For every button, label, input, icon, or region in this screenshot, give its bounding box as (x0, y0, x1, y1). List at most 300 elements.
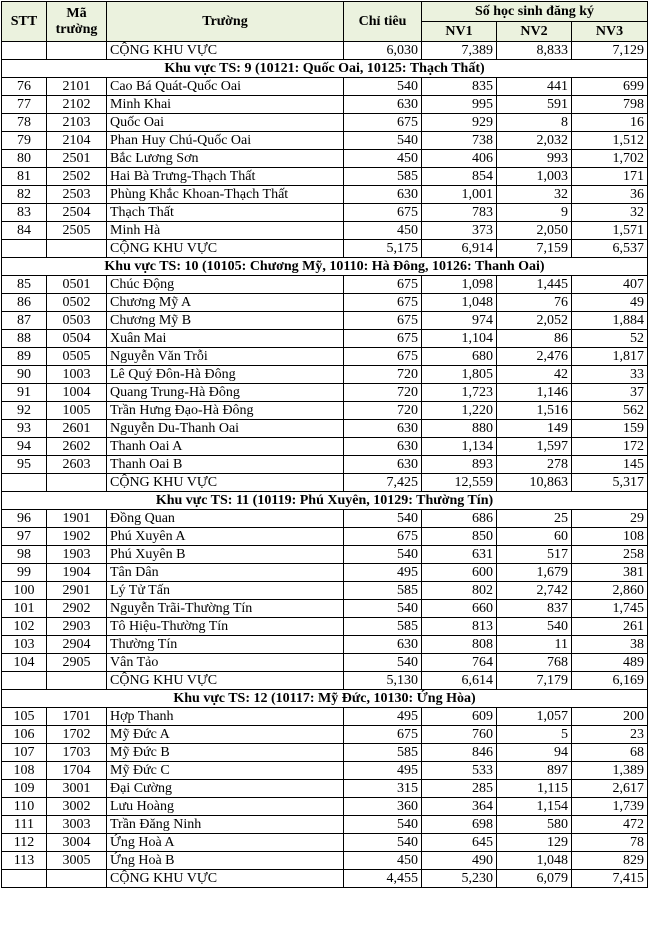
nv2-cell: 2,052 (497, 312, 572, 330)
table-row (2, 204, 648, 222)
total-label: CỘNG KHU VỰC (107, 672, 344, 690)
nv2-cell: 837 (497, 600, 572, 618)
chi-tieu-cell: 540 (344, 510, 422, 528)
chi-tieu-cell: 720 (344, 384, 422, 402)
table-row (2, 510, 648, 528)
nv2-cell: 1,516 (497, 402, 572, 420)
chi-tieu-cell: 630 (344, 186, 422, 204)
region-total-row (2, 474, 648, 492)
region-label: Khu vực TS: 10 (10105: Chương Mỹ, 10110: Hà Đông, 10126: Thanh Oai) (2, 258, 648, 276)
nv3-cell: 2,617 (572, 780, 648, 798)
total-nv1: 7,389 (422, 42, 497, 60)
ma-truong-cell: 2905 (47, 654, 107, 672)
stt-cell: 97 (2, 528, 47, 546)
nv3-cell: 2,860 (572, 582, 648, 600)
nv3-cell: 562 (572, 402, 648, 420)
nv1-cell: 600 (422, 564, 497, 582)
school-name-cell: Ứng Hoà B (107, 852, 344, 870)
nv3-cell: 36 (572, 186, 648, 204)
ma-truong-cell: 2903 (47, 618, 107, 636)
school-name-cell: Mỹ Đức C (107, 762, 344, 780)
region-label: Khu vực TS: 9 (10121: Quốc Oai, 10125: Thạch Thất) (2, 60, 648, 78)
nv1-cell: 1,048 (422, 294, 497, 312)
table-row (2, 312, 648, 330)
table-row (2, 384, 648, 402)
nv3-cell: 200 (572, 708, 648, 726)
ma-truong-cell: 2102 (47, 96, 107, 114)
ma-truong-cell: 1904 (47, 564, 107, 582)
nv3-cell: 829 (572, 852, 648, 870)
nv2-cell: 768 (497, 654, 572, 672)
nv2-cell: 591 (497, 96, 572, 114)
total-stt-cell (2, 870, 47, 888)
stt-cell: 106 (2, 726, 47, 744)
school-name-cell: Quang Trung-Hà Đông (107, 384, 344, 402)
chi-tieu-cell: 720 (344, 366, 422, 384)
nv2-cell: 25 (497, 510, 572, 528)
header-truong: Trường (107, 2, 344, 42)
nv1-cell: 373 (422, 222, 497, 240)
nv1-cell: 738 (422, 132, 497, 150)
nv3-cell: 699 (572, 78, 648, 96)
nv3-cell: 78 (572, 834, 648, 852)
total-label: CỘNG KHU VỰC (107, 474, 344, 492)
nv2-cell: 60 (497, 528, 572, 546)
total-nv3: 6,169 (572, 672, 648, 690)
total-chi-tieu: 7,425 (344, 474, 422, 492)
stt-cell: 102 (2, 618, 47, 636)
stt-cell: 111 (2, 816, 47, 834)
nv2-cell: 11 (497, 636, 572, 654)
nv2-cell: 993 (497, 150, 572, 168)
nv3-cell: 159 (572, 420, 648, 438)
nv3-cell: 472 (572, 816, 648, 834)
table-row (2, 78, 648, 96)
nv3-cell: 258 (572, 546, 648, 564)
total-stt-cell (2, 42, 47, 60)
chi-tieu-cell: 720 (344, 402, 422, 420)
school-name-cell: Xuân Mai (107, 330, 344, 348)
school-name-cell: Vân Tảo (107, 654, 344, 672)
stt-cell: 90 (2, 366, 47, 384)
ma-truong-cell: 1003 (47, 366, 107, 384)
nv1-cell: 406 (422, 150, 497, 168)
school-name-cell: Phú Xuyên B (107, 546, 344, 564)
table-row (2, 834, 648, 852)
chi-tieu-cell: 630 (344, 420, 422, 438)
nv2-cell: 1,679 (497, 564, 572, 582)
nv3-cell: 1,739 (572, 798, 648, 816)
total-nv1: 6,614 (422, 672, 497, 690)
nv3-cell: 1,817 (572, 348, 648, 366)
table-row (2, 366, 648, 384)
nv1-cell: 1,805 (422, 366, 497, 384)
stt-cell: 103 (2, 636, 47, 654)
nv2-cell: 2,476 (497, 348, 572, 366)
nv2-cell: 1,115 (497, 780, 572, 798)
stt-cell: 83 (2, 204, 47, 222)
chi-tieu-cell: 315 (344, 780, 422, 798)
nv2-cell: 1,146 (497, 384, 572, 402)
nv2-cell: 278 (497, 456, 572, 474)
nv3-cell: 407 (572, 276, 648, 294)
stt-cell: 82 (2, 186, 47, 204)
nv2-cell: 540 (497, 618, 572, 636)
total-label: CỘNG KHU VỰC (107, 240, 344, 258)
nv1-cell: 533 (422, 762, 497, 780)
total-stt-cell (2, 474, 47, 492)
nv3-cell: 1,389 (572, 762, 648, 780)
chi-tieu-cell: 585 (344, 582, 422, 600)
ma-truong-cell: 2603 (47, 456, 107, 474)
nv2-cell: 2,032 (497, 132, 572, 150)
nv1-cell: 760 (422, 726, 497, 744)
region-label: Khu vực TS: 11 (10119: Phú Xuyên, 10129: Thường Tín) (2, 492, 648, 510)
nv3-cell: 33 (572, 366, 648, 384)
nv1-cell: 850 (422, 528, 497, 546)
chi-tieu-cell: 630 (344, 456, 422, 474)
table-row (2, 420, 648, 438)
total-chi-tieu: 5,175 (344, 240, 422, 258)
school-name-cell: Thạch Thất (107, 204, 344, 222)
school-name-cell: Chúc Động (107, 276, 344, 294)
nv3-cell: 16 (572, 114, 648, 132)
school-name-cell: Lê Quý Đôn-Hà Đông (107, 366, 344, 384)
ma-truong-cell: 2902 (47, 600, 107, 618)
stt-cell: 110 (2, 798, 47, 816)
chi-tieu-cell: 675 (344, 348, 422, 366)
stt-cell: 80 (2, 150, 47, 168)
ma-truong-cell: 1702 (47, 726, 107, 744)
school-name-cell: Lưu Hoàng (107, 798, 344, 816)
table-row (2, 348, 648, 366)
chi-tieu-cell: 495 (344, 708, 422, 726)
total-nv2: 10,863 (497, 474, 572, 492)
nv2-cell: 129 (497, 834, 572, 852)
nv1-cell: 929 (422, 114, 497, 132)
nv1-cell: 1,104 (422, 330, 497, 348)
nv2-cell: 2,050 (497, 222, 572, 240)
nv1-cell: 631 (422, 546, 497, 564)
nv1-cell: 1,001 (422, 186, 497, 204)
ma-truong-cell: 3005 (47, 852, 107, 870)
total-nv2: 8,833 (497, 42, 572, 60)
nv3-cell: 1,884 (572, 312, 648, 330)
ma-truong-cell: 0504 (47, 330, 107, 348)
nv3-cell: 489 (572, 654, 648, 672)
region-total-row (2, 240, 648, 258)
ma-truong-cell: 0502 (47, 294, 107, 312)
school-name-cell: Nguyễn Trãi-Thường Tín (107, 600, 344, 618)
school-name-cell: Nguyễn Văn Trỗi (107, 348, 344, 366)
chi-tieu-cell: 360 (344, 798, 422, 816)
table-row (2, 744, 648, 762)
total-chi-tieu: 6,030 (344, 42, 422, 60)
header-chi-tieu: Chỉ tiêu (344, 2, 422, 42)
region-total-row (2, 870, 648, 888)
total-ma-cell (47, 672, 107, 690)
table-row (2, 582, 648, 600)
header-nv2: NV2 (497, 22, 572, 42)
school-name-cell: Mỹ Đức A (107, 726, 344, 744)
nv3-cell: 1,512 (572, 132, 648, 150)
ma-truong-cell: 2501 (47, 150, 107, 168)
chi-tieu-cell: 540 (344, 78, 422, 96)
nv3-cell: 32 (572, 204, 648, 222)
nv1-cell: 1,723 (422, 384, 497, 402)
nv1-cell: 364 (422, 798, 497, 816)
ma-truong-cell: 3001 (47, 780, 107, 798)
stt-cell: 78 (2, 114, 47, 132)
chi-tieu-cell: 675 (344, 528, 422, 546)
chi-tieu-cell: 585 (344, 168, 422, 186)
nv1-cell: 609 (422, 708, 497, 726)
ma-truong-cell: 1903 (47, 546, 107, 564)
region-header-row (2, 258, 648, 276)
chi-tieu-cell: 585 (344, 744, 422, 762)
region-total-row (2, 42, 648, 60)
school-name-cell: Cao Bá Quát-Quốc Oai (107, 78, 344, 96)
stt-cell: 99 (2, 564, 47, 582)
table-row (2, 150, 648, 168)
chi-tieu-cell: 675 (344, 294, 422, 312)
nv1-cell: 764 (422, 654, 497, 672)
table-row (2, 654, 648, 672)
nv3-cell: 172 (572, 438, 648, 456)
ma-truong-cell: 2504 (47, 204, 107, 222)
total-stt-cell (2, 240, 47, 258)
school-name-cell: Minh Khai (107, 96, 344, 114)
stt-cell: 109 (2, 780, 47, 798)
nv3-cell: 1,745 (572, 600, 648, 618)
ma-truong-cell: 1703 (47, 744, 107, 762)
nv2-cell: 1,057 (497, 708, 572, 726)
chi-tieu-cell: 630 (344, 438, 422, 456)
header-nv3: NV3 (572, 22, 648, 42)
school-name-cell: Quốc Oai (107, 114, 344, 132)
ma-truong-cell: 2104 (47, 132, 107, 150)
school-name-cell: Phan Huy Chú-Quốc Oai (107, 132, 344, 150)
total-nv3: 7,129 (572, 42, 648, 60)
school-name-cell: Đại Cường (107, 780, 344, 798)
nv1-cell: 686 (422, 510, 497, 528)
table-row (2, 618, 648, 636)
school-name-cell: Thường Tín (107, 636, 344, 654)
chi-tieu-cell: 675 (344, 312, 422, 330)
total-label: CỘNG KHU VỰC (107, 870, 344, 888)
nv2-cell: 580 (497, 816, 572, 834)
region-header-row (2, 60, 648, 78)
total-ma-cell (47, 42, 107, 60)
school-name-cell: Thanh Oai B (107, 456, 344, 474)
total-nv3: 6,537 (572, 240, 648, 258)
table-row (2, 276, 648, 294)
school-name-cell: Trần Hưng Đạo-Hà Đông (107, 402, 344, 420)
chi-tieu-cell: 540 (344, 654, 422, 672)
nv3-cell: 108 (572, 528, 648, 546)
chi-tieu-cell: 675 (344, 726, 422, 744)
nv1-cell: 835 (422, 78, 497, 96)
school-name-cell: Tô Hiệu-Thường Tín (107, 618, 344, 636)
nv3-cell: 38 (572, 636, 648, 654)
chi-tieu-cell: 675 (344, 330, 422, 348)
table-row (2, 564, 648, 582)
nv1-cell: 846 (422, 744, 497, 762)
stt-cell: 88 (2, 330, 47, 348)
stt-cell: 91 (2, 384, 47, 402)
nv1-cell: 680 (422, 348, 497, 366)
nv3-cell: 68 (572, 744, 648, 762)
table-row (2, 852, 648, 870)
ma-truong-cell: 2103 (47, 114, 107, 132)
ma-truong-cell: 0503 (47, 312, 107, 330)
chi-tieu-cell: 540 (344, 600, 422, 618)
nv3-cell: 1,702 (572, 150, 648, 168)
stt-cell: 112 (2, 834, 47, 852)
total-nv1: 12,559 (422, 474, 497, 492)
nv3-cell: 52 (572, 330, 648, 348)
stt-cell: 93 (2, 420, 47, 438)
chi-tieu-cell: 630 (344, 96, 422, 114)
ma-truong-cell: 2101 (47, 78, 107, 96)
table-header (2, 2, 648, 42)
school-name-cell: Phú Xuyên A (107, 528, 344, 546)
school-name-cell: Ứng Hoà A (107, 834, 344, 852)
chi-tieu-cell: 540 (344, 132, 422, 150)
nv3-cell: 1,571 (572, 222, 648, 240)
total-nv2: 7,179 (497, 672, 572, 690)
table-row (2, 600, 648, 618)
ma-truong-cell: 2505 (47, 222, 107, 240)
table-row (2, 816, 648, 834)
school-name-cell: Thanh Oai A (107, 438, 344, 456)
region-header-row (2, 690, 648, 708)
stt-cell: 101 (2, 600, 47, 618)
total-nv1: 6,914 (422, 240, 497, 258)
school-name-cell: Minh Hà (107, 222, 344, 240)
school-name-cell: Chương Mỹ B (107, 312, 344, 330)
nv3-cell: 261 (572, 618, 648, 636)
school-name-cell: Lý Tử Tấn (107, 582, 344, 600)
table-row (2, 114, 648, 132)
ma-truong-cell: 0505 (47, 348, 107, 366)
nv1-cell: 698 (422, 816, 497, 834)
school-name-cell: Hợp Thanh (107, 708, 344, 726)
total-label: CỘNG KHU VỰC (107, 42, 344, 60)
ma-truong-cell: 1701 (47, 708, 107, 726)
header-so-hoc-sinh: Số học sinh đăng ký (422, 2, 648, 22)
chi-tieu-cell: 450 (344, 852, 422, 870)
chi-tieu-cell: 675 (344, 276, 422, 294)
table-row (2, 726, 648, 744)
stt-cell: 108 (2, 762, 47, 780)
region-header-row (2, 492, 648, 510)
nv2-cell: 1,597 (497, 438, 572, 456)
header-ma-truong: Mã trường (47, 2, 107, 42)
nv1-cell: 1,134 (422, 438, 497, 456)
nv1-cell: 974 (422, 312, 497, 330)
table-row (2, 762, 648, 780)
school-name-cell: Bắc Lương Sơn (107, 150, 344, 168)
total-ma-cell (47, 240, 107, 258)
header-stt: STT (2, 2, 47, 42)
school-name-cell: Trần Đăng Ninh (107, 816, 344, 834)
table-row (2, 438, 648, 456)
stt-cell: 92 (2, 402, 47, 420)
nv1-cell: 854 (422, 168, 497, 186)
nv2-cell: 9 (497, 204, 572, 222)
nv3-cell: 171 (572, 168, 648, 186)
nv1-cell: 995 (422, 96, 497, 114)
school-name-cell: Nguyễn Du-Thanh Oai (107, 420, 344, 438)
table-row (2, 456, 648, 474)
school-name-cell: Hai Bà Trưng-Thạch Thất (107, 168, 344, 186)
nv2-cell: 1,154 (497, 798, 572, 816)
nv3-cell: 381 (572, 564, 648, 582)
chi-tieu-cell: 675 (344, 204, 422, 222)
nv1-cell: 660 (422, 600, 497, 618)
school-name-cell: Đồng Quan (107, 510, 344, 528)
table-row (2, 402, 648, 420)
total-chi-tieu: 4,455 (344, 870, 422, 888)
nv2-cell: 5 (497, 726, 572, 744)
ma-truong-cell: 1704 (47, 762, 107, 780)
nv1-cell: 1,220 (422, 402, 497, 420)
table-row (2, 780, 648, 798)
nv1-cell: 783 (422, 204, 497, 222)
ma-truong-cell: 2901 (47, 582, 107, 600)
ma-truong-cell: 0501 (47, 276, 107, 294)
nv2-cell: 1,003 (497, 168, 572, 186)
stt-cell: 86 (2, 294, 47, 312)
chi-tieu-cell: 495 (344, 762, 422, 780)
registration-table (1, 1, 648, 888)
table-row (2, 528, 648, 546)
nv1-cell: 880 (422, 420, 497, 438)
total-stt-cell (2, 672, 47, 690)
stt-cell: 79 (2, 132, 47, 150)
table-row (2, 222, 648, 240)
stt-cell: 100 (2, 582, 47, 600)
ma-truong-cell: 2904 (47, 636, 107, 654)
ma-truong-cell: 3002 (47, 798, 107, 816)
stt-cell: 113 (2, 852, 47, 870)
nv1-cell: 645 (422, 834, 497, 852)
table-row (2, 798, 648, 816)
stt-cell: 104 (2, 654, 47, 672)
table-row (2, 546, 648, 564)
chi-tieu-cell: 540 (344, 816, 422, 834)
ma-truong-cell: 3003 (47, 816, 107, 834)
nv2-cell: 42 (497, 366, 572, 384)
total-nv2: 7,159 (497, 240, 572, 258)
school-name-cell: Chương Mỹ A (107, 294, 344, 312)
school-name-cell: Phùng Khắc Khoan-Thạch Thất (107, 186, 344, 204)
nv2-cell: 2,742 (497, 582, 572, 600)
ma-truong-cell: 2503 (47, 186, 107, 204)
total-nv3: 5,317 (572, 474, 648, 492)
table-row (2, 294, 648, 312)
chi-tieu-cell: 675 (344, 114, 422, 132)
ma-truong-cell: 1005 (47, 402, 107, 420)
table-row (2, 96, 648, 114)
chi-tieu-cell: 450 (344, 150, 422, 168)
nv1-cell: 893 (422, 456, 497, 474)
nv2-cell: 8 (497, 114, 572, 132)
nv3-cell: 49 (572, 294, 648, 312)
table-row (2, 186, 648, 204)
nv1-cell: 813 (422, 618, 497, 636)
